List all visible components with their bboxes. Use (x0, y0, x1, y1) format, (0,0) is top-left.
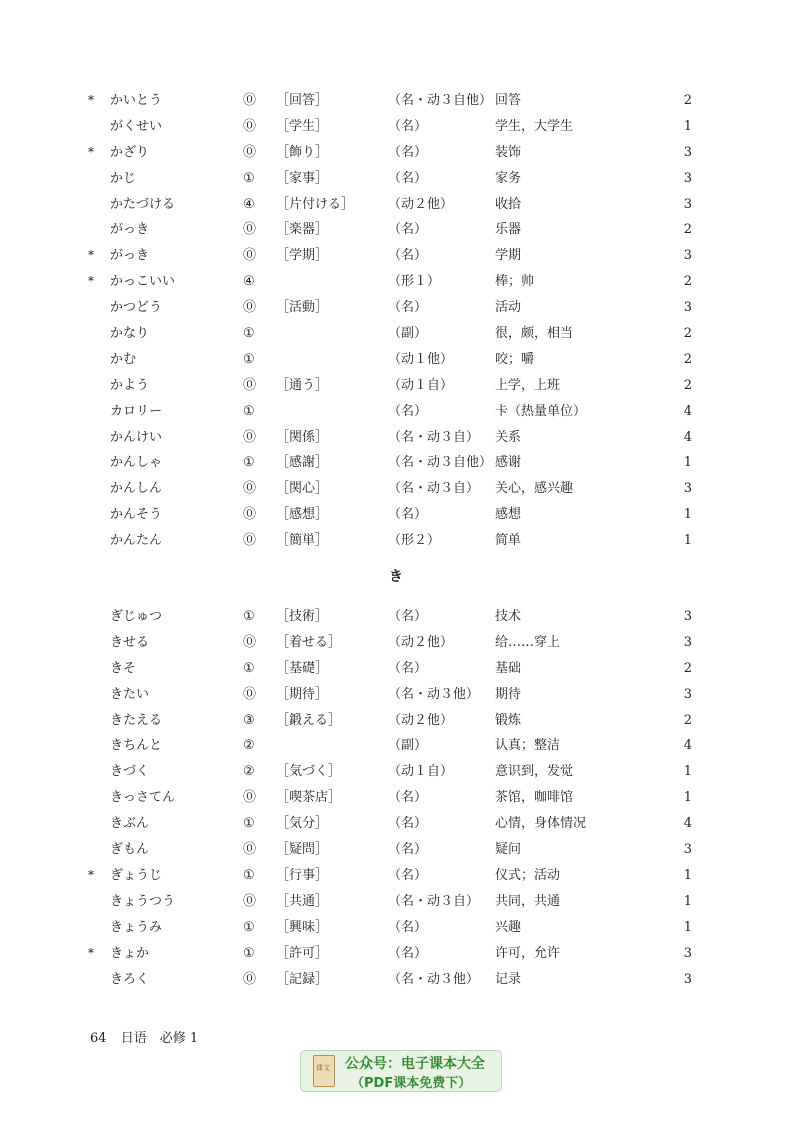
meaning: 收拾 (495, 196, 522, 212)
meaning: 许可，允许 (495, 945, 561, 961)
kanji-form: ［鍛える］ (276, 712, 342, 728)
part-of-speech: （动１自） (388, 764, 454, 780)
section-heading-label: き (389, 569, 403, 586)
vocab-row (0, 88, 800, 114)
part-of-speech: （名・动３自） (388, 893, 480, 909)
lesson-number: 3 (683, 300, 692, 316)
vocab-row (0, 811, 800, 837)
lesson-number: 2 (683, 222, 692, 238)
accent-mark: ⓪ (243, 790, 257, 806)
lesson-number: 3 (683, 686, 692, 702)
vocab-group-ki (0, 604, 800, 992)
kanji-form: ［活動］ (276, 300, 329, 316)
vocab-row (0, 785, 800, 811)
accent-mark: ① (243, 945, 255, 961)
accent-mark: ⓪ (243, 634, 257, 650)
part-of-speech: （名） (388, 248, 428, 264)
vocab-row (0, 915, 800, 941)
accent-mark: ⓪ (243, 842, 257, 858)
meaning: 咬；嚼 (495, 351, 535, 367)
part-of-speech: （名） (388, 867, 428, 883)
kanji-form: ［通う］ (276, 377, 329, 393)
reading: きたえる (110, 712, 163, 728)
meaning: 简单 (495, 533, 522, 549)
part-of-speech: （名） (388, 170, 428, 186)
kanji-form: ［期待］ (276, 686, 329, 702)
meaning: 装饰 (495, 144, 522, 160)
meaning: 疑问 (495, 842, 522, 858)
vocab-row (0, 399, 800, 425)
lesson-number: 4 (683, 429, 692, 445)
vocab-list (0, 88, 800, 992)
meaning: 茶馆，咖啡馆 (495, 790, 574, 806)
part-of-speech: （名） (388, 816, 428, 832)
kanji-form: ［簡単］ (276, 533, 329, 549)
lesson-number: 3 (683, 248, 692, 264)
vocab-row (0, 166, 800, 192)
accent-mark: ② (243, 764, 255, 780)
part-of-speech: （副） (388, 738, 428, 754)
meaning: 基础 (495, 660, 522, 676)
part-of-speech: （名） (388, 507, 428, 523)
kanji-form: ［片付ける］ (276, 196, 355, 212)
accent-mark: ④ (243, 196, 255, 212)
vocab-row (0, 321, 800, 347)
kanji-form: ［気分］ (276, 816, 329, 832)
lesson-number: 3 (683, 971, 692, 987)
meaning: 乐器 (495, 222, 522, 238)
reading: かいとう (110, 93, 163, 108)
important-mark: * (88, 867, 94, 882)
vocab-row (0, 295, 800, 321)
part-of-speech: （名） (388, 144, 428, 160)
accent-mark: ⓪ (243, 429, 257, 445)
part-of-speech: （名・动３他） (388, 971, 480, 987)
reading: かんそう (110, 507, 163, 523)
kanji-form: ［行事］ (276, 867, 329, 883)
meaning: 关心，感兴趣 (495, 481, 574, 497)
accent-mark: ⓪ (243, 893, 257, 909)
vocab-row (0, 682, 800, 708)
part-of-speech: （动１他） (388, 351, 454, 367)
lesson-number: 3 (683, 170, 692, 186)
part-of-speech: （名・动３自他） (388, 455, 493, 471)
kanji-form: ［記録］ (276, 971, 329, 987)
reading: かっこいい (110, 274, 176, 290)
lesson-number: 1 (683, 790, 692, 806)
important-mark: * (88, 248, 94, 263)
kanji-form: ［着せる］ (276, 634, 342, 650)
reading: きちんと (110, 738, 163, 754)
kanji-form: ［興味］ (276, 919, 329, 935)
part-of-speech: （名） (388, 118, 428, 134)
accent-mark: ⓪ (243, 686, 257, 702)
accent-mark: ⓪ (243, 248, 257, 264)
important-mark: * (88, 144, 94, 159)
lesson-number: 3 (683, 144, 692, 160)
kanji-form: ［回答］ (276, 93, 329, 108)
kanji-form: ［許可］ (276, 945, 329, 961)
watermark-line-2: （PDF课本免费下） (351, 1076, 472, 1091)
accent-mark: ⓪ (243, 533, 257, 549)
lesson-number: 3 (683, 609, 692, 625)
lesson-number: 2 (683, 712, 692, 728)
part-of-speech: （动１自） (388, 377, 454, 393)
reading: ぎじゅつ (110, 609, 163, 625)
accent-mark: ③ (243, 712, 255, 728)
accent-mark: ⓪ (243, 481, 257, 497)
lesson-number: 1 (683, 893, 692, 909)
reading: きょか (110, 945, 150, 961)
vocab-row (0, 217, 800, 243)
vocab-row (0, 656, 800, 682)
part-of-speech: （名） (388, 919, 428, 935)
accent-mark: ① (243, 660, 255, 676)
kanji-form: ［感謝］ (276, 455, 329, 471)
book-icon-label: 课文 (316, 1064, 330, 1072)
meaning: 感想 (495, 507, 522, 523)
lesson-number: 3 (683, 481, 692, 497)
accent-mark: ⓪ (243, 93, 257, 108)
reading: かんしん (110, 481, 163, 497)
lesson-number: 2 (683, 274, 692, 290)
reading: がくせい (110, 118, 163, 134)
part-of-speech: （名） (388, 790, 428, 806)
kanji-form: ［喫茶店］ (276, 790, 342, 806)
vocab-row (0, 733, 800, 759)
accent-mark: ① (243, 816, 255, 832)
part-of-speech: （形１） (388, 274, 441, 290)
meaning: 回答 (495, 93, 522, 108)
important-mark: * (88, 945, 94, 960)
kanji-form: ［関係］ (276, 429, 329, 445)
meaning: 共同，共通 (495, 893, 561, 909)
meaning: 仪式；活动 (495, 867, 561, 883)
vocab-row (0, 243, 800, 269)
accent-mark: ① (243, 403, 255, 419)
part-of-speech: （名） (388, 300, 428, 316)
vocab-row (0, 889, 800, 915)
part-of-speech: （名・动３自） (388, 429, 480, 445)
vocab-row (0, 192, 800, 218)
lesson-number: 1 (683, 764, 692, 780)
book-title: 日语 必修 1 (120, 1031, 199, 1046)
lesson-number: 1 (683, 919, 692, 935)
lesson-number: 4 (683, 816, 692, 832)
accent-mark: ① (243, 867, 255, 883)
meaning: 期待 (495, 686, 522, 702)
meaning: 活动 (495, 300, 522, 316)
vocab-row (0, 863, 800, 889)
accent-mark: ④ (243, 274, 255, 290)
accent-mark: ⓪ (243, 507, 257, 523)
vocab-row (0, 450, 800, 476)
vocab-row (0, 114, 800, 140)
kanji-form: ［楽器］ (276, 222, 329, 238)
lesson-number: 1 (683, 118, 692, 134)
reading: かつどう (110, 300, 163, 316)
vocab-row (0, 604, 800, 630)
reading: ぎもん (110, 842, 150, 858)
lesson-number: 2 (683, 351, 692, 367)
reading: かむ (110, 351, 137, 367)
meaning: 锻炼 (495, 712, 522, 728)
kanji-form: ［関心］ (276, 481, 329, 497)
part-of-speech: （形２） (388, 533, 441, 549)
reading: きょうつう (110, 893, 176, 909)
vocab-row (0, 708, 800, 734)
lesson-number: 4 (683, 403, 692, 419)
vocab-row (0, 140, 800, 166)
vocab-row (0, 941, 800, 967)
kanji-form: ［感想］ (276, 507, 329, 523)
vocab-row (0, 837, 800, 863)
accent-mark: ① (243, 326, 255, 342)
lesson-number: 1 (683, 455, 692, 471)
reading: きづく (110, 764, 150, 780)
vocab-row (0, 502, 800, 528)
meaning: 意识到，发觉 (495, 764, 574, 780)
lesson-number: 4 (683, 738, 692, 754)
reading: かよう (110, 377, 150, 393)
part-of-speech: （名） (388, 222, 428, 238)
vocab-row (0, 630, 800, 656)
meaning: 给……穿上 (495, 634, 561, 650)
reading: かなり (110, 326, 150, 342)
vocab-row (0, 425, 800, 451)
accent-mark: ⓪ (243, 971, 257, 987)
meaning: 学生，大学生 (495, 118, 574, 134)
kanji-form: ［気づく］ (276, 764, 342, 780)
part-of-speech: （动２他） (388, 196, 454, 212)
meaning: 家务 (495, 170, 522, 186)
reading: きせる (110, 634, 150, 650)
accent-mark: ⓪ (243, 300, 257, 316)
kanji-form: ［基礎］ (276, 660, 329, 676)
accent-mark: ① (243, 351, 255, 367)
reading: カロリー (110, 403, 163, 419)
vocab-row (0, 528, 800, 554)
vocab-row (0, 476, 800, 502)
meaning: 记录 (495, 971, 522, 987)
lesson-number: 2 (683, 377, 692, 393)
accent-mark: ⓪ (243, 222, 257, 238)
reading: きょうみ (110, 919, 163, 935)
reading: がっき (110, 248, 150, 264)
reading: きそ (110, 660, 137, 676)
meaning: 棒；帅 (495, 274, 535, 290)
meaning: 感谢 (495, 455, 522, 471)
accent-mark: ① (243, 170, 255, 186)
meaning: 关系 (495, 429, 522, 445)
part-of-speech: （动２他） (388, 634, 454, 650)
part-of-speech: （动２他） (388, 712, 454, 728)
vocab-row (0, 373, 800, 399)
lesson-number: 2 (683, 93, 692, 108)
meaning: 认真；整洁 (495, 738, 561, 754)
kanji-form: ［家事］ (276, 170, 329, 186)
lesson-number: 3 (683, 634, 692, 650)
meaning: 技术 (495, 609, 522, 625)
vocab-row (0, 967, 800, 993)
vocab-row (0, 759, 800, 785)
reading: がっき (110, 222, 150, 238)
part-of-speech: （名・动３他） (388, 686, 480, 702)
kanji-form: ［飾り］ (276, 144, 329, 160)
reading: かんしゃ (110, 455, 163, 471)
kanji-form: ［学生］ (276, 118, 329, 134)
part-of-speech: （名） (388, 842, 428, 858)
watermark-badge (300, 1050, 502, 1092)
accent-mark: ⓪ (243, 144, 257, 160)
accent-mark: ⓪ (243, 377, 257, 393)
accent-mark: ② (243, 738, 255, 754)
vocab-row (0, 347, 800, 373)
part-of-speech: （名） (388, 403, 428, 419)
lesson-number: 1 (683, 533, 692, 549)
accent-mark: ⓪ (243, 118, 257, 134)
reading: かざり (110, 144, 150, 160)
lesson-number: 3 (683, 842, 692, 858)
meaning: 卡（热量单位） (495, 403, 587, 419)
vocab-group-ka (0, 88, 800, 554)
lesson-number: 3 (683, 945, 692, 961)
lesson-number: 3 (683, 196, 692, 212)
page-number: 64 (90, 1031, 107, 1046)
meaning: 很，颇，相当 (495, 326, 574, 342)
lesson-number: 2 (683, 660, 692, 676)
part-of-speech: （名） (388, 945, 428, 961)
page-footer (90, 1027, 208, 1046)
accent-mark: ① (243, 455, 255, 471)
book-icon (313, 1055, 335, 1087)
reading: きろく (110, 971, 150, 987)
accent-mark: ① (243, 609, 255, 625)
part-of-speech: （名・动３自） (388, 481, 480, 497)
watermark-line-1: 公众号：电子课本大全 (345, 1056, 485, 1072)
kanji-form: ［疑問］ (276, 842, 329, 858)
vocab-row (0, 269, 800, 295)
lesson-number: 1 (683, 867, 692, 883)
kanji-form: ［学期］ (276, 248, 329, 264)
important-mark: * (88, 274, 94, 289)
kanji-form: ［技術］ (276, 609, 329, 625)
meaning: 上学，上班 (495, 377, 561, 393)
reading: かじ (110, 170, 137, 186)
reading: かんたん (110, 533, 163, 549)
part-of-speech: （名・动３自他） (388, 93, 493, 108)
reading: きぶん (110, 816, 150, 832)
lesson-number: 2 (683, 326, 692, 342)
reading: ぎょうじ (110, 867, 163, 883)
kanji-form: ［共通］ (276, 893, 329, 909)
accent-mark: ① (243, 919, 255, 935)
reading: かたづける (110, 196, 176, 212)
reading: かんけい (110, 429, 163, 445)
lesson-number: 1 (683, 507, 692, 523)
important-mark: * (88, 93, 94, 107)
section-heading-ki (0, 554, 800, 604)
meaning: 兴趣 (495, 919, 522, 935)
meaning: 学期 (495, 248, 522, 264)
reading: きっさてん (110, 790, 176, 806)
part-of-speech: （副） (388, 326, 428, 342)
part-of-speech: （名） (388, 609, 428, 625)
meaning: 心情，身体情况 (495, 816, 587, 832)
reading: きたい (110, 686, 150, 702)
part-of-speech: （名） (388, 660, 428, 676)
